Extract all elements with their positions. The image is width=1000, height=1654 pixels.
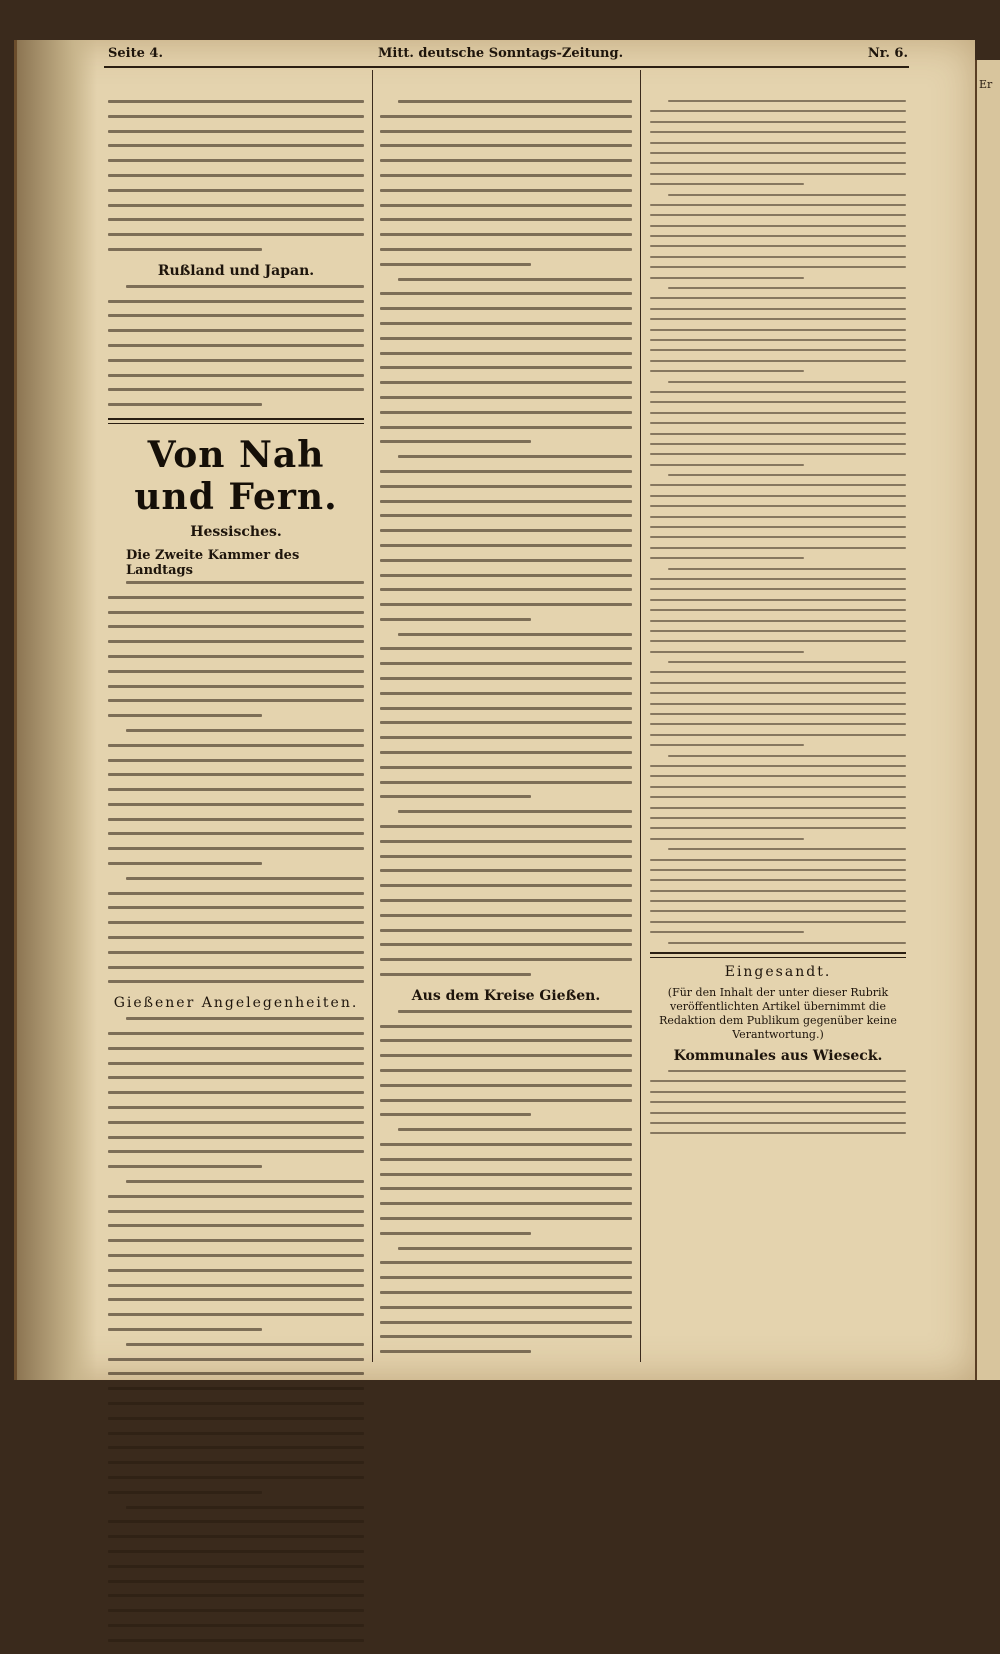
text-line [108,596,364,599]
text-line [108,1106,364,1109]
text-line [108,1580,364,1583]
text-line [108,359,364,362]
text-line [380,1054,632,1057]
text-line [380,1158,632,1161]
text-line [650,734,906,736]
text-line [650,630,906,632]
heading-hessisches: Hessisches. [190,523,282,540]
text-line [650,817,906,819]
text-line [650,349,906,351]
text-line [380,1173,632,1176]
text-line [398,278,632,281]
text-line [380,781,632,784]
text-line [108,759,364,762]
text-line [650,692,906,694]
text-line [650,588,906,590]
text-line [380,1187,632,1190]
text-line [650,443,906,445]
text-line [108,951,364,954]
text-line [108,1195,364,1198]
text-line [398,1128,632,1131]
column-divider-1 [372,70,373,1362]
text-line [380,825,632,828]
text-line [380,470,632,473]
text-line [650,557,804,559]
text-line [650,391,906,393]
text-line [650,910,906,912]
text-line [108,1594,364,1597]
text-line [108,1165,262,1168]
text-line [126,1180,364,1183]
right-column [650,100,906,1143]
text-line [650,526,906,528]
text-line [650,370,804,372]
text-line [650,900,906,902]
text-line [380,366,632,369]
text-line [650,578,906,580]
text-line [108,403,262,406]
text-line [398,455,632,458]
text-line [108,1032,364,1035]
text-line [108,1284,364,1287]
text-line [108,144,364,147]
text-line [380,307,632,310]
text-line [380,514,632,517]
text-line [108,1609,364,1612]
editorial-disclaimer: (Für den Inhalt der unter dieser Rubrik veröffentlichten Artikel übernimmt die Redaktion dem Publikum gegenüber keine Verantwortung.) [659,986,897,1042]
text-line [108,640,364,643]
text-line [108,1639,364,1642]
left-column [108,100,364,1654]
text-line [108,1387,364,1390]
text-line [380,692,632,695]
text-line [108,1210,364,1213]
text-line [108,1224,364,1227]
text-line [380,115,632,118]
text-line [380,1069,632,1072]
text-line [650,651,804,653]
text-line [650,297,906,299]
text-line [398,1247,632,1250]
text-line [650,360,906,362]
text-line [380,426,632,429]
text-line [380,204,632,207]
text-line [650,339,906,341]
text-line [108,936,364,939]
text-line [650,723,906,725]
text-line [380,396,632,399]
text-line [108,611,364,614]
page-number-label: Seite 4. [108,46,163,61]
text-line [650,796,906,798]
text-line [650,256,906,258]
text-line [380,159,632,162]
text-line [650,547,906,549]
text-line [650,765,906,767]
text-line [650,214,906,216]
text-line [650,110,906,112]
text-line [108,1150,364,1153]
heading-eingesandt: Eingesandt. [724,964,832,981]
text-line [108,670,364,673]
text-line [668,661,906,663]
text-line [108,1358,364,1361]
text-line [380,292,632,295]
text-line [108,980,364,983]
text-line [108,100,364,103]
text-line [380,588,632,591]
text-line [380,855,632,858]
text-line [380,440,531,443]
text-line [668,100,906,102]
text-line [108,344,364,347]
text-line [108,1121,364,1124]
text-line [380,677,632,680]
text-line [650,682,906,684]
text-line [108,1313,364,1316]
text-line [380,1039,632,1042]
text-line [650,1101,906,1103]
text-line [398,633,632,636]
text-line [380,485,632,488]
text-line [650,204,906,206]
text-line [650,786,906,788]
text-line [108,1446,364,1449]
text-line [380,1321,632,1324]
text-line [650,921,906,923]
text-line [398,100,632,103]
text-line [398,1010,632,1013]
text-line [668,942,906,944]
text-line [650,713,906,715]
text-line [108,1491,262,1494]
text-line [108,699,364,702]
text-line [108,1520,364,1523]
text-line [380,736,632,739]
text-line [108,655,364,658]
text-line [380,1350,531,1353]
text-line [108,862,262,865]
text-line [108,1476,364,1479]
text-line [380,144,632,147]
text-line [650,620,906,622]
section-divider-eingesandt [650,952,906,958]
text-line [650,775,906,777]
text-line [650,318,906,320]
text-line [380,1232,531,1235]
newspaper-title: Mitt. deutsche Sonntags-Zeitung. [378,46,624,61]
text-line [380,869,632,872]
text-line [650,495,906,497]
text-line [668,848,906,850]
text-line [650,277,804,279]
text-line [650,225,906,227]
heading-giessener-angelegenheiten: Gießener Angelegenheiten. [113,995,359,1012]
text-line [108,788,364,791]
text-line [380,352,632,355]
text-line [108,314,364,317]
text-line [108,1402,364,1405]
text-line [380,1099,632,1102]
text-line [108,130,364,133]
text-line [650,516,906,518]
text-line [650,484,906,486]
text-line [380,1217,632,1220]
text-line [126,1343,364,1346]
text-line [380,174,632,177]
text-line [126,1017,364,1020]
text-line [108,374,364,377]
text-line [108,966,364,969]
text-line [380,322,632,325]
text-line [380,1276,632,1279]
text-line [380,840,632,843]
text-line [380,411,632,414]
text-line [650,245,906,247]
text-line [380,381,632,384]
text-line [650,1132,906,1134]
text-line [108,218,364,221]
text-line [650,422,906,424]
text-line [108,329,364,332]
text-line [108,233,364,236]
text-line [380,914,632,917]
middle-column [380,100,632,1365]
text-line [126,581,364,584]
text-line [108,1136,364,1139]
text-line [650,464,804,466]
text-line [650,131,906,133]
text-line [108,1461,364,1464]
text-line [650,1091,906,1093]
text-line [380,1261,632,1264]
text-line [650,703,906,705]
heading-russland-japan: Rußland und Japan. [157,262,315,279]
text-line [380,248,632,251]
text-line [650,838,804,840]
text-line [380,559,632,562]
text-line [380,1335,632,1338]
text-line [668,194,906,196]
text-line [668,755,906,757]
text-line [108,1239,364,1242]
text-line [126,877,364,880]
text-line [650,173,906,175]
text-line [668,474,906,476]
text-line [650,412,906,414]
text-line [380,751,632,754]
text-line [108,115,364,118]
text-line [108,1565,364,1568]
text-line [380,943,632,946]
text-line [650,266,906,268]
text-line [380,1025,632,1028]
text-line [650,931,804,933]
text-line [650,183,804,185]
text-line [108,832,364,835]
text-line [668,287,906,289]
text-line [650,536,906,538]
text-line [108,1062,364,1065]
text-line [380,1113,531,1116]
text-line [380,1202,632,1205]
text-line [650,329,906,331]
text-line [108,189,364,192]
text-line [126,285,364,288]
text-line [650,859,906,861]
text-line [108,1432,364,1435]
lead-zweite-kammer: Die Zweite Kammer des Landtags [126,547,300,578]
text-line [108,159,364,162]
text-line [650,671,906,673]
text-line [108,1417,364,1420]
text-line [650,152,906,154]
text-line [126,729,364,732]
column-divider-2 [640,70,641,1362]
text-line [380,647,632,650]
text-line [380,1143,632,1146]
issue-number: Nr. 6. [867,46,908,61]
text-line [650,1080,906,1082]
text-line [650,121,906,123]
text-line [380,189,632,192]
text-line [650,505,906,507]
adjacent-page-edge: Er [975,60,1000,1380]
text-line [650,609,906,611]
text-line [380,544,632,547]
text-line [650,433,906,435]
text-line [380,500,632,503]
text-line [668,568,906,570]
text-line [380,1306,632,1309]
text-line [108,174,364,177]
text-line [650,827,906,829]
text-line [650,869,906,871]
text-line [380,603,632,606]
text-line [108,921,364,924]
text-line [108,1091,364,1094]
text-line [380,662,632,665]
text-line [380,233,632,236]
text-line [668,1070,906,1072]
text-line [108,300,364,303]
section-divider [108,418,364,424]
text-line [380,574,632,577]
text-line [108,1535,364,1538]
text-line [380,263,531,266]
text-line [668,381,906,383]
text-line [380,707,632,710]
text-line [380,884,632,887]
text-line [650,308,906,310]
text-line [380,973,531,976]
text-line [108,685,364,688]
text-line [380,218,632,221]
text-line [398,810,632,813]
text-line [650,640,906,642]
text-line [380,929,632,932]
text-line [108,1328,262,1331]
text-line [108,625,364,628]
text-line [108,1624,364,1627]
text-line [650,235,906,237]
text-line [108,1047,364,1050]
text-line [380,899,632,902]
text-line [380,618,531,621]
text-line [380,1084,632,1087]
text-line [108,803,364,806]
text-line [108,906,364,909]
text-line [380,1291,632,1294]
header-rule [104,66,909,68]
text-line [108,1254,364,1257]
text-line [380,721,632,724]
heading-kommunales-wieseck: Kommunales aus Wieseck. [673,1048,883,1065]
text-line [650,162,906,164]
text-line [108,1372,364,1375]
text-line [650,807,906,809]
text-line [380,337,632,340]
text-line [650,744,804,746]
text-line [650,890,906,892]
text-line [108,1269,364,1272]
text-line [650,879,906,881]
section-title-von-nah-und-fern: Von Nah und Fern. [134,433,338,518]
text-line [380,766,632,769]
text-line [126,1506,364,1509]
page-spine-shadow [17,40,97,1380]
text-line [108,1550,364,1553]
text-line [108,1298,364,1301]
text-line [380,958,632,961]
text-line [108,714,262,717]
text-line [108,744,364,747]
text-line [650,401,906,403]
text-line [650,1112,906,1114]
text-line [108,847,364,850]
text-line [108,248,262,251]
text-line [108,892,364,895]
text-line [108,388,364,391]
text-line [380,529,632,532]
text-line [650,599,906,601]
text-line [108,204,364,207]
text-line [108,773,364,776]
text-line [380,130,632,133]
text-line [108,818,364,821]
text-line [108,1076,364,1079]
text-line [650,1122,906,1124]
text-line [380,795,531,798]
text-line [650,453,906,455]
text-line [650,142,906,144]
heading-aus-dem-kreise-giessen: Aus dem Kreise Gießen. [411,987,601,1004]
page-header [108,46,908,64]
